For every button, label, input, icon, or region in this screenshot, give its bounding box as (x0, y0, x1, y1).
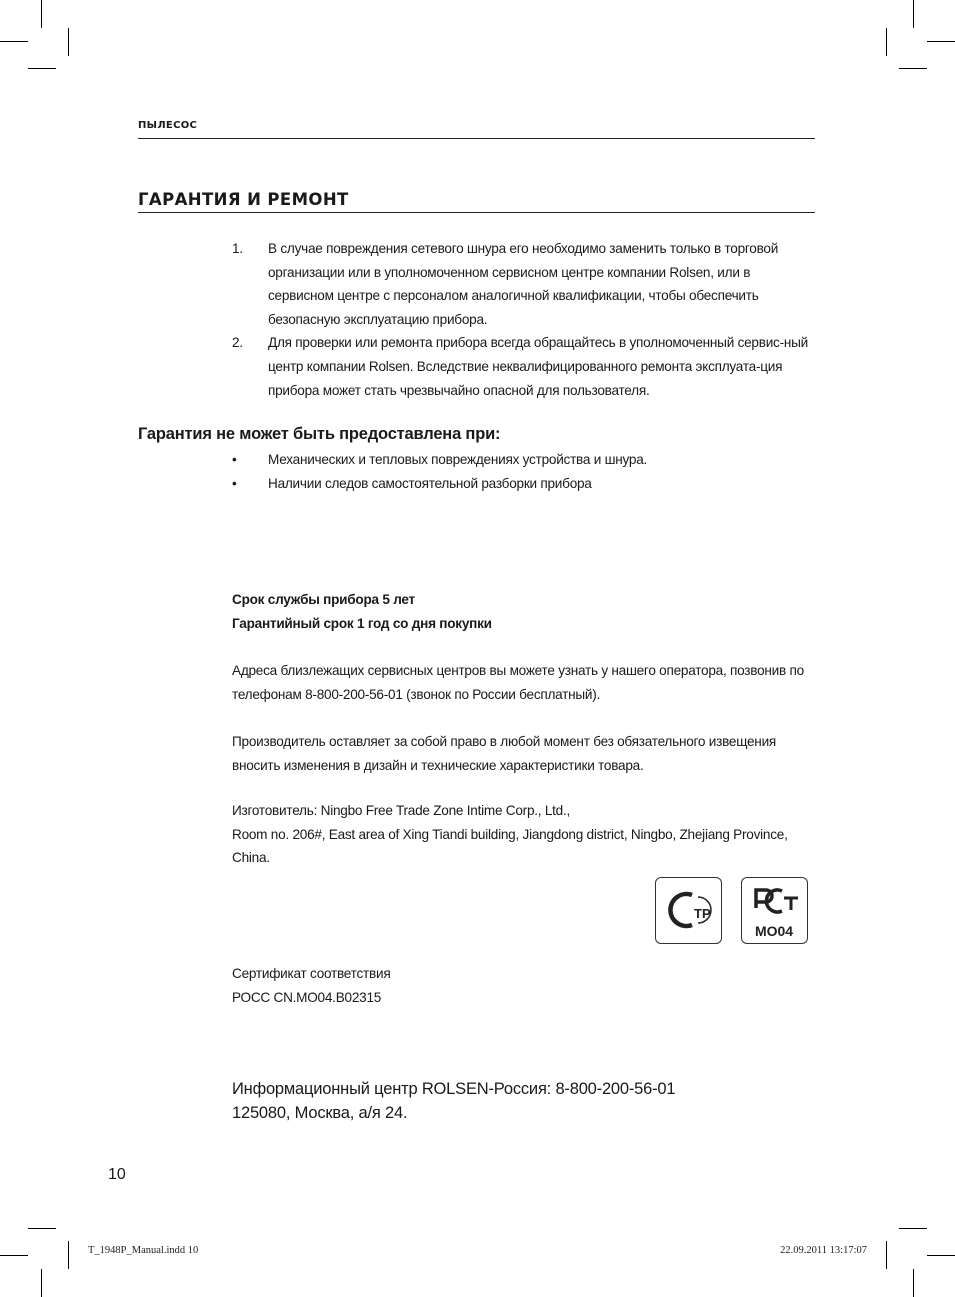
list-number: 2. (232, 335, 243, 351)
crop-mark (41, 1269, 42, 1297)
crop-mark (68, 28, 69, 56)
warranty-period: Гарантийный срок 1 год со дня покупки (232, 615, 492, 631)
certificate-label: Сертификат соответствия (232, 966, 391, 981)
repair-instructions-list (232, 237, 817, 402)
page-number: 10 (108, 1166, 126, 1183)
list-item-text: В случае повреждения сетевого шнура его необходимо заменить только в торговой организации или в уполномоченном сервисном центре компании Rolsen, или в сервисном центре с персоналом аналогичной квалификации, чтобы обеспечить безопасную эксплуатацию прибора. (268, 241, 779, 327)
pct-mark-code: МО04 (754, 923, 794, 939)
crop-mark (927, 41, 955, 42)
crop-mark (0, 1255, 28, 1256)
service-centers-paragraph: Адреса близлежащих сервисных центров вы можете узнать у нашего оператора, позвонив по телефонам 8-800-200-56-01 (звонок по России бесплатный). (232, 663, 804, 702)
list-item-text: Наличии следов самостоятельной разборки прибора (268, 476, 592, 491)
manufacturer-info (232, 799, 822, 870)
crop-mark (913, 1269, 914, 1297)
bullet: • (232, 476, 237, 491)
manufacturer-name: Изготовитель: Ningbo Free Trade Zone Intime Corp., Ltd., (232, 803, 571, 818)
crop-mark (899, 68, 927, 69)
service-terms (232, 588, 822, 635)
list-item-text: Механических и тепловых повреждениях устройства и шнура. (268, 452, 648, 467)
list-item (232, 331, 817, 402)
list-item-text: Для проверки или ремонта прибора всегда обращайтесь в уполномоченный сервис-ный центр компании Rolsen. Вследствие неквалифицированного ремонта эксплуата-ция прибора может стать чрезвычайно опасной для пользователя. (268, 335, 808, 398)
certificate-info (232, 962, 822, 1009)
info-center-phone: Информационный центр ROLSEN-Россия: 8-800-200-56-01 (232, 1080, 676, 1098)
list-item (232, 472, 817, 496)
running-header: ПЫЛЕСОС (138, 120, 198, 131)
info-center (232, 1077, 675, 1125)
crop-mark (28, 1228, 56, 1229)
service-life: Срок службы прибора 5 лет (232, 592, 415, 607)
print-slug-timestamp: 22.09.2011 13:17:07 (780, 1245, 867, 1256)
crop-mark (886, 28, 887, 56)
certificate-number: РОСС CN.MO04.B02315 (232, 989, 382, 1005)
warranty-exclusions-title: Гарантия не может быть предоставлена при: (138, 425, 501, 443)
list-item (232, 237, 817, 331)
crop-mark (68, 1241, 69, 1269)
list-item (232, 448, 817, 472)
crop-mark (913, 0, 914, 28)
print-slug-file: T_1948P_Manual.indd 10 (88, 1245, 199, 1256)
manufacturer-rights-paragraph: Производитель оставляет за собой право в любой момент без обязательного извещения вносить изменения в дизайн и технические характеристики товара. (232, 734, 777, 773)
crop-mark (0, 41, 28, 42)
warranty-exclusions-list (232, 448, 817, 496)
crop-mark (899, 1228, 927, 1229)
crop-mark (28, 68, 56, 69)
section-title-rule (138, 212, 815, 213)
tr-mark-text: ТР (694, 906, 711, 921)
info-center-address: 125080, Москва, а/я 24. (232, 1104, 408, 1122)
crop-mark (927, 1255, 955, 1256)
pct-mark-icon (741, 877, 808, 944)
crop-mark (886, 1241, 887, 1269)
manufacturer-address: Room no. 206#, East area of Xing Tiandi building, Jiangdong district, Ningbo, Zhejiang Province, China. (232, 826, 788, 866)
header-rule (138, 138, 815, 139)
tr-mark-icon (655, 877, 722, 944)
bullet: • (232, 452, 237, 467)
section-title: ГАРАНТИЯ И РЕМОНТ (138, 190, 349, 209)
list-number: 1. (232, 241, 243, 256)
crop-mark (41, 0, 42, 28)
